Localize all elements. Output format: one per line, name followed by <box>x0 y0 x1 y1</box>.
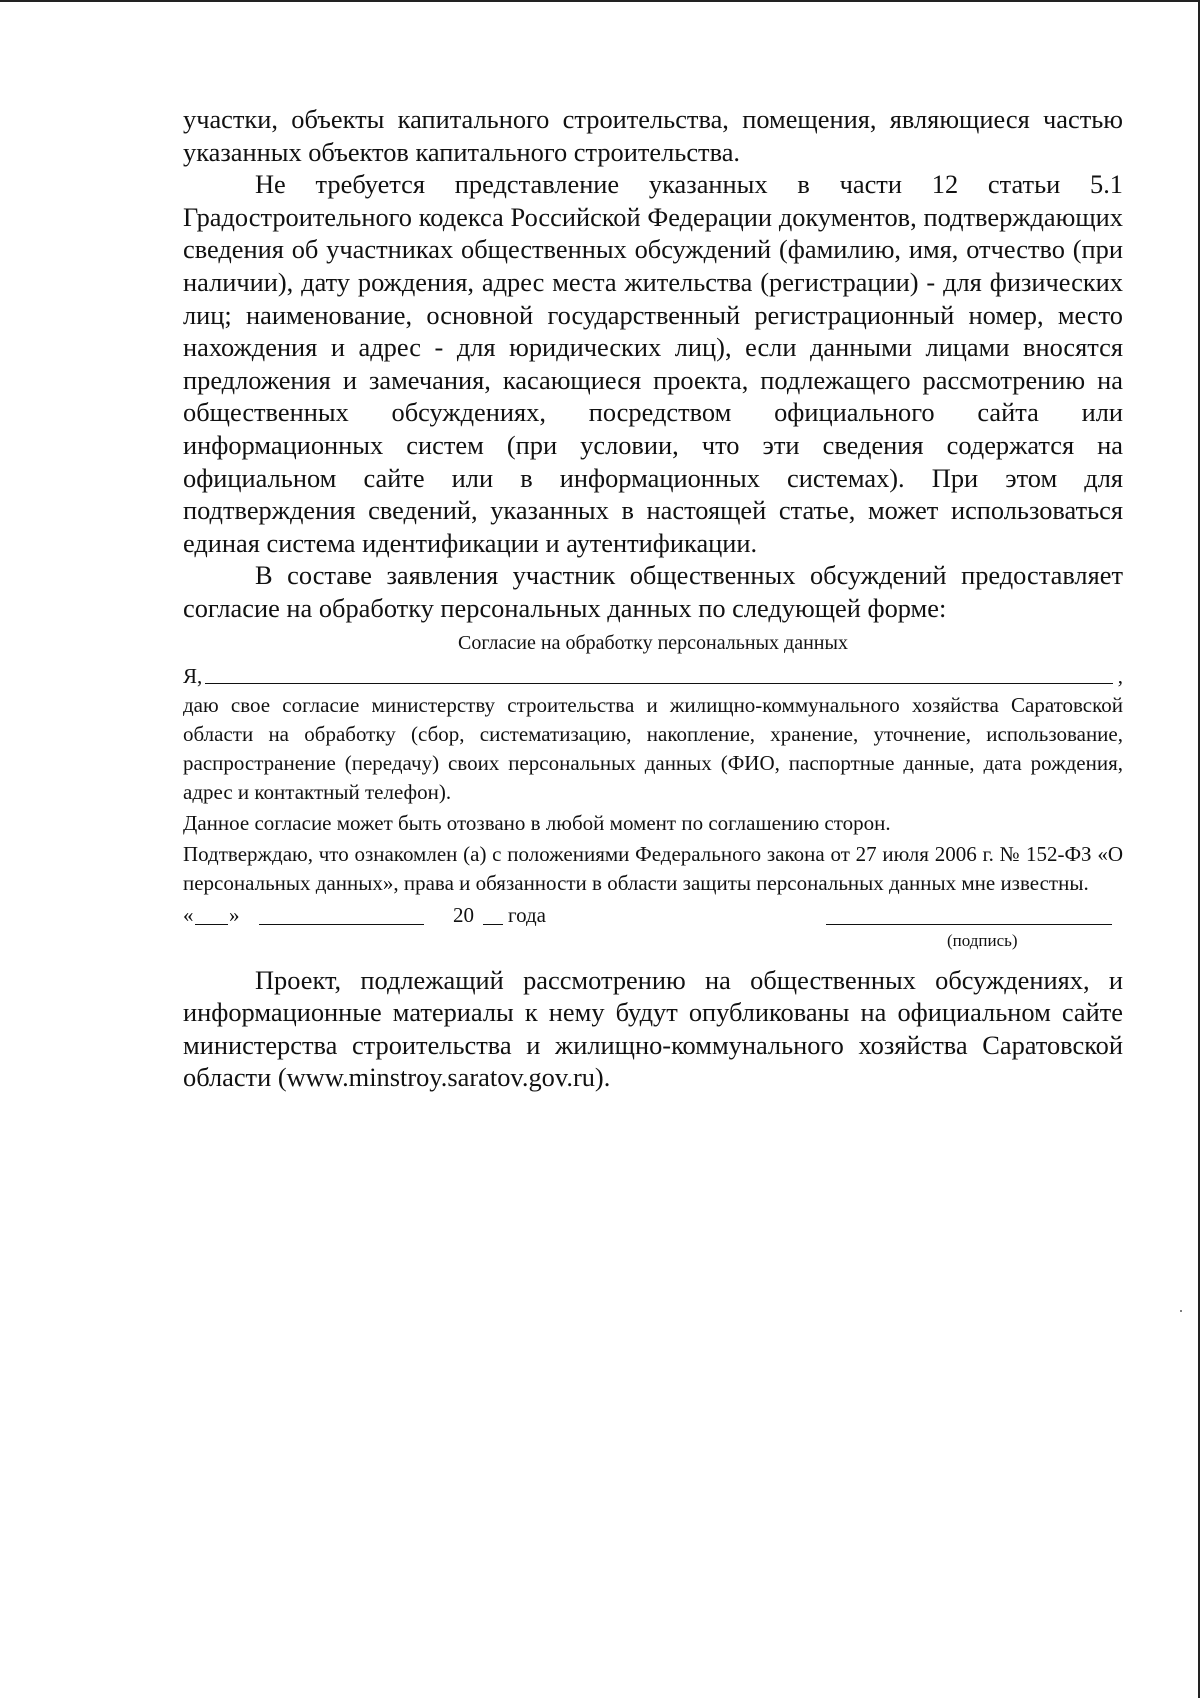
consent-name-blank[interactable] <box>205 683 1113 684</box>
paragraph-documents-not-required: Не требуется представление указанных в части 12 статьи 5.1 Градостроительного кодекса Российской Федерации документов, подтверждающих сведения об участниках общественных обсуждений (фамилию, имя, отчество (при наличии), дату рождения, адрес места жительства (регистрации) - для физических лиц; наименование, основной государственный регистрационный номер, место нахождения и адрес - для юридических лиц), если данными лицами вносятся предложения и замечания, касающиеся проекта, подлежащего рассмотрению на общественных обсуждениях, посредством официального сайта или информационных систем (при условии, что эти сведения содержатся на официальном сайте или в информационных системах). При этом для подтверждения сведений, указанных в настоящей статье, может использоваться единая система идентификации и аутентификации. <box>183 169 1123 558</box>
date-year-suffix: года <box>508 902 546 927</box>
consent-name-suffix: , <box>1117 663 1123 688</box>
paragraph-consent-intro: В составе заявления участник общественных обсуждений предоставляет согласие на обработку персональных данных по следующей форме: <box>183 560 1123 623</box>
date-day-blank[interactable] <box>195 924 228 925</box>
consent-agreement-text: даю свое согласие министерству строительства и жилищно-коммунального хозяйства Саратовской области на обработку (сбор, систематизацию, накопление, хранение, уточнение, использование, распространение (передачу) своих персональных данных (ФИО, паспортные данные, дата рождения, адрес и контактный телефон). <box>183 692 1123 804</box>
date-close-quote: » <box>229 902 240 927</box>
consent-confirmation-text: Подтверждаю, что ознакомлен (а) с положениями Федерального закона от 27 июля 2006 г. № 152-ФЗ «О персональных данных», права и обязанности в области защиты персональных данных мне известны. <box>183 841 1123 895</box>
signature-blank[interactable] <box>826 924 1112 925</box>
date-year-prefix: 20 <box>453 902 474 927</box>
consent-title: Согласие на обработку персональных данных <box>458 631 848 654</box>
consent-name-line <box>183 661 1123 691</box>
consent-name-prefix: Я, <box>183 663 203 688</box>
scan-border-top <box>0 0 1200 2</box>
signature-caption: (подпись) <box>947 930 1018 950</box>
scan-speck <box>1180 1310 1182 1312</box>
paragraph-continuation: участки, объекты капитального строительства, помещения, являющиеся частью указанных объектов капитального строительства. <box>183 104 1123 167</box>
consent-revocation-text: Данное согласие может быть отозвано в любой момент по соглашению сторон. <box>183 810 891 835</box>
paragraph-publication: Проект, подлежащий рассмотрению на общественных обсуждениях, и информационные материалы к нему будут опубликованы на официальном сайте министерства строительства и жилищно-коммунального хозяйства Саратовской области (www.minstroy.saratov.gov.ru). <box>183 964 1123 1093</box>
consent-date-signature-row <box>183 900 1123 930</box>
date-open-quote: « <box>183 902 194 927</box>
date-year-blank[interactable] <box>483 924 503 925</box>
document-page <box>183 103 1123 1094</box>
date-month-blank[interactable] <box>259 924 424 925</box>
